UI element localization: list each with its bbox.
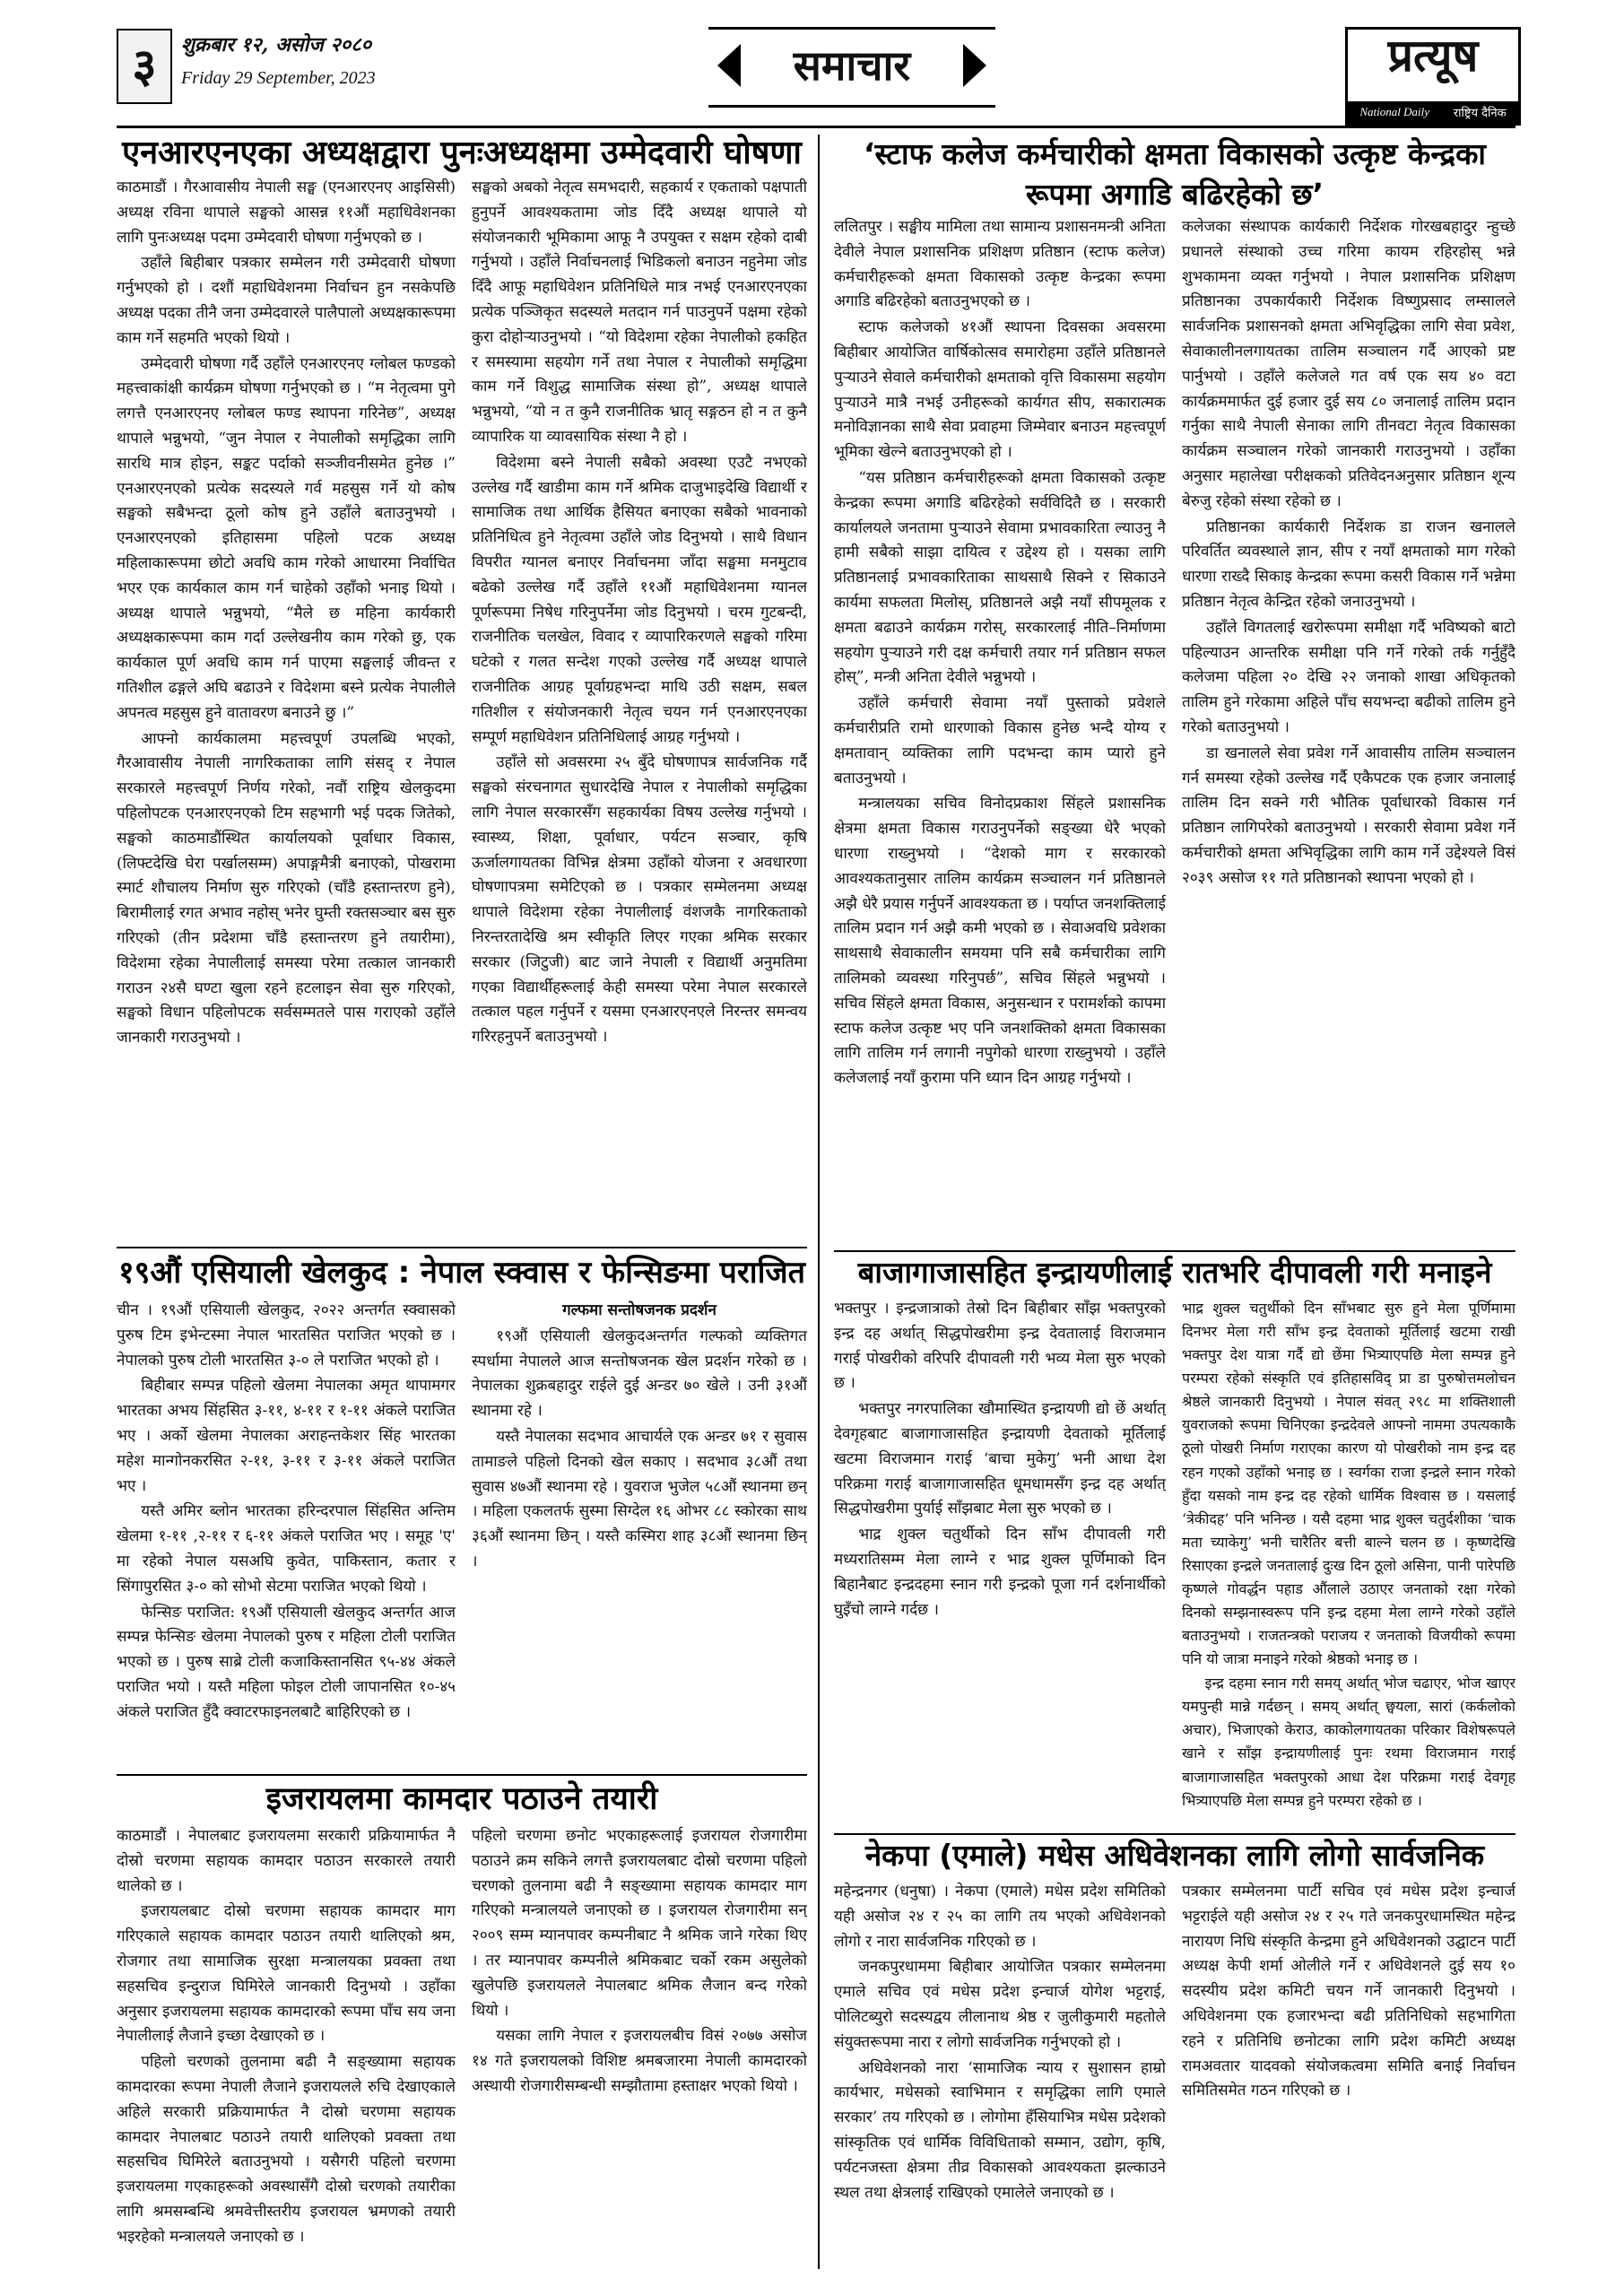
brand-tag-en: National Daily bbox=[1359, 105, 1430, 118]
body-uml-logo-col1 bbox=[834, 1880, 1166, 2267]
body-uml-logo-col2 bbox=[1182, 1880, 1515, 2267]
paragraph: आफ्नो कार्यकालमा महत्त्वपूर्ण उपलब्धि भएको, गैरआवासीय नेपाली नागरिकताका लागि संसद् र नेपाल सरकारले महत्त्वपूर्ण निर्णय गरेको, नवौं राष्ट्रिय खेलकुदमा पहिलोपटक एनआरएनएको टिम सहभागी भई पदक जितेको, सङ्घको काठमाडौंस्थित कार्यालयको पूर्वाधार विकास, (लिफ्टदेखि घेरा पर्खालसम्म) अपाङ्गमैत्री बनाएको, पोखरामा स्मार्ट शौचालय निर्माण सुरु गरिएको (चाँडै हस्तान्तरण हुने), बिरामीलाई रगत अभाव नहोस् भनेर घुम्ती रक्तसञ्चार बस सुरु गरिएको (तीन प्रदेशमा चाँडै हस्तान्तरण हुने तयारीमा), विदेशमा रहेका नेपालीलाई समस्या परेमा तत्काल जानकारी गराउन २४सै घण्टा खुला रहने हटलाइन सेवा सुरु गरिएको, सङ्घको विधान पहिलोपटक सर्वसम्मतले पास गराएको उहाँले जानकारी गराउनुभयो । bbox=[117, 729, 456, 1048]
body-staff-college-col1 bbox=[834, 215, 1166, 1247]
paragraph: उहाँले कर्मचारी सेवामा नयाँ पुस्ताको प्रवेशले कर्मचारीप्रति रामो धारणाको विकास हुनेछ भन्दै योग्य र क्षमतावान् व्यक्तिका लागि पदभन्दा काम प्यारो हुने बताउनुभयो । bbox=[834, 694, 1166, 787]
body-indrayani-col2 bbox=[1182, 1297, 1515, 1830]
body-nrn-col2 bbox=[472, 176, 807, 1238]
paragraph: भक्तपुर नगरपालिका खौमास्थित इन्द्रायणी द्यो छें अर्थात् देवगृहबाट बाजागाजासहित इन्द्रायणी देवताको मूर्तिलाई खटमा विराजमान गराई ‘बाचा मुकेगु’ भनी आधा देश परिक्रमा गराई बाजागाजासहित धूमधामसँग इन्द्र दह अर्थात् सिद्धपोखरीमा पुर्याई साँझबाट मेला सुरु भएको छ । bbox=[834, 1400, 1166, 1518]
divider bbox=[117, 1774, 807, 1776]
masthead-rule bbox=[117, 126, 1515, 128]
paragraph: कलेजका संस्थापक कार्यकारी निर्देशक गोरखबहादुर न्हुच्छे प्रधानले संस्थाको उच्च गरिमा कायम रहिरहोस् भन्ने शुभकामना व्यक्त गर्नुभयो । नेपाल प्रशासनिक प्रशिक्षण प्रतिष्ठानका उपकार्यकारी निर्देशक विष्णुप्रसाद लम्सालले सार्वजनिक प्रशासनको क्षमता अभिवृद्धिका लागि सेवा प्रवेश, सेवाकालीनलगायतका तालिम सञ्चालन गर्दै आएको प्रष्ट पार्नुभयो । उहाँले कलेजले गत वर्ष एक सय ४० वटा कार्यक्रममार्फत दुई हजार दुई सय ८० जनालाई तालिम प्रदान गर्नुका साथै नेपाली सेनाका लागि तीनवटा नेतृत्व विकासका कार्यक्रम सञ्चालन गरेको जानकारी गराउनुभयो । उहाँका अनुसार महालेखा परीक्षकको प्रतिवेदनअनुसार प्रतिष्ठान शून्य बेरुजु रहेको संस्था रहेको छ । bbox=[1182, 218, 1515, 510]
date-nepali: शुक्रबार १२, असोज २०८० bbox=[181, 33, 372, 57]
headline-indrayani: बाजागाजासहित इन्द्रायणीलाई रातभरि दीपावली गरी मनाइने bbox=[857, 1255, 1492, 1290]
headline-staff-college: ‘स्टाफ कलेज कर्मचारीको क्षमता विकासको उत्कृष्ट केन्द्रका रूपमा अगाडि बढिरहेको छ’ bbox=[864, 136, 1486, 212]
page-number: ३ bbox=[132, 39, 157, 93]
brand-logo bbox=[1345, 27, 1521, 126]
body-asian-games-col2 bbox=[472, 1299, 807, 1767]
paragraph: पत्रकार सम्मेलनमा पार्टी सचिव एवं मधेस प्रदेश इन्चार्ज भट्टराईले यही असोज २४ र २५ गते जनकपुरधामस्थित महेन्द्र नारायण निधि संस्कृति केन्द्रमा हुने अधिवेशनको उद्घाटन पार्टी अध्यक्ष केपी शर्मा ओलीले गर्ने र अधिवेशनले दुई सय १० सदस्यीय प्रदेश कमिटी चयन गर्ने जानकारी दिनुभयो । अधिवेशनमा एक हजारभन्दा बढी प्रतिनिधिको सहभागिता रहने र प्रतिनिधि छनोटका लागि प्रदेश कमिटी अध्यक्ष रामअवतार यादवको संयोजकत्वमा समिति बनाई निर्वाचन समितिसमेत गठन गरिएको छ । bbox=[1182, 1883, 1515, 2100]
column-divider bbox=[818, 135, 820, 2269]
body-israel-col1 bbox=[117, 1824, 456, 2267]
paragraph: इन्द्र दहमा स्नान गरी समय् अर्थात् भोज चढाएर, भोज खाएर यमपुन्ही मान्ने गर्दछन् । समय् अर्थात् छ्वयला, सारां (कर्कलोको अचार), भिजाएको केराउ, काकोलगायतका परिकार विशेषरूपले खाने र साँझ इन्द्रायणीलाई पुनः रथमा विराजमान गराई बाजागाजासहित भक्तपुरको आधा देश परिक्रमा गराई देवगृह भित्र्याएपछि मेला सम्पन्न हुने परम्परा रहेको छ । bbox=[1182, 1674, 1515, 1809]
page-number-box bbox=[117, 29, 172, 104]
paragraph: काठमाडौं । नेपालबाट इजरायलमा सरकारी प्रक्रियामार्फत नै दोस्रो चरणमा सहायक कामदार पठाउन सरकारले तयारी थालेको छ । bbox=[117, 1827, 456, 1895]
paragraph: यस्तै अमिर ब्लोन भारतका हरिन्दरपाल सिंहसित अन्तिम खेलमा १-११ ,२-११ र ६-११ अंकले पराजित भए । समूह 'ए' मा रहेको नेपाल यसअघि कुवेत, पाकिस्तान, कतार र सिंगापुरसित ३-० को सोभो सेटमा पराजित भएको थियो । bbox=[117, 1502, 456, 1596]
paragraph: बिहीबार सम्पन्न पहिलो खेलमा नेपालका अमृत थापामगर भारतका अभय सिंहसित ३-११, ४-११ र १-११ अंकले पराजित भए । अर्को खेलमा नेपालका अराहन्तकेशर सिंह भारतका महेश मान्गोनकरसित २-११, ३-११ र ३-११ अंकले पराजित भए । bbox=[117, 1377, 456, 1495]
paragraph: यस्तै नेपालका सदभाव आचार्यले एक अन्डर ७१ र सुवास तामाङले पहिलो दिनको खेल सकाए । सदभाव ३८औं तथा सुवास ४७औं स्थानमा रहे । युवराज भुजेल ५८औं स्थानमा छन् । महिला एकलतर्फ सुस्मा सिग्देल १६ ओभर ८८ स्कोरका साथ ३६औं स्थानमा छिन् । यस्तै कस्मिरा शाह ३८औं स्थानमा छिन् । bbox=[472, 1427, 807, 1570]
paragraph: जनकपुरधाममा बिहीबार आयोजित पत्रकार सम्मेलनमा एमाले सचिव एवं मधेस प्रदेश इन्चार्ज योगेश भट्टराई, पोलिटब्युरो सदस्यद्वय लीलानाथ श्रेष्ठ र जुलीकुमारी महतोले संयुक्तरूपमा नारा र लोगो सार्वजनिक गर्नुभएको हो । bbox=[834, 1958, 1166, 2051]
paragraph: महेन्द्रनगर (धनुषा) । नेकपा (एमाले) मधेस प्रदेश समितिको यही असोज २४ र २५ का लागि तय भएको अधिवेशनको लोगो र नारा सार्वजनिक गरिएको छ । bbox=[834, 1883, 1166, 1951]
paragraph: काठमाडौं । गैरआवासीय नेपाली सङ्घ (एनआरएनए आइसिसी) अध्यक्ष रविना थापाले सङ्घको आसन्न ११औं महाधिवेशनका लागि पुनःअध्यक्ष पदमा उम्मेदवारी घोषणा गर्नुभएको छ । bbox=[117, 178, 456, 247]
body-indrayani-col1 bbox=[834, 1297, 1166, 1830]
divider bbox=[117, 1247, 807, 1248]
brand-name: प्रत्यूष bbox=[1387, 30, 1479, 82]
paragraph: भक्तपुर । इन्द्रजात्राको तेस्रो दिन बिहीबार साँझ भक्तपुरको इन्द्र दह अर्थात् सिद्धपोखरीमा इन्द्र देवतालाई विराजमान गराई पोखरीको वरिपरि दीपावली गरी भव्य मेला सुरु भएको छ । bbox=[834, 1300, 1166, 1393]
paragraph: भाद्र शुक्ल चतुर्थीको दिन साँभ दीपावली गरी मध्यरातिसम्म मेला लाग्ने र भाद्र शुक्ल पूर्णिमाको दिन बिहानैबाट इन्द्रदहमा स्नान गरी इन्द्रको पूजा गर्न दर्शनार्थीको घुइँचो लाग्ने गर्दछ । bbox=[834, 1526, 1166, 1619]
paragraph: उहाँले सो अवसरमा २५ बुँदे घोषणापत्र सार्वजनिक गर्दै सङ्घको संरचनागत सुधारदेखि नेपाल र नेपालीको समृद्धिका लागि नेपाल सरकारसँग सहकार्यका विषय उल्लेख गर्नुभयो । स्वास्थ्य, शिक्षा, पूर्वाधार, पर्यटन सञ्चार, कृषि ऊर्जालगायतका विभिन्न क्षेत्रमा उहाँको योजना र अवधारणा घोषणापत्रमा समेटिएको छ । पत्रकार सम्मेलनमा अध्यक्ष थापाले विदेशमा रहेका नेपालीलाई वंशजकै नागरिकताको निरन्तरतादेखि श्रम स्वीकृति लिएर गएका श्रमिक सरकार सरकार (जिटुजी) बाट जाने नेपाली र विद्यार्थी अनुमतिमा गएका विद्यार्थीहरूलाई केही समस्या परेमा नेपाल सरकारले तत्काल पहल गर्नुपर्ने र यसमा एनआरएनएले निरन्तर समन्वय गरिरहनुपर्ने बताउनुभयो । bbox=[472, 753, 807, 1047]
divider bbox=[834, 1250, 1515, 1252]
paragraph: उम्मेदवारी घोषणा गर्दै उहाँले एनआरएनए ग्लोबल फण्डको महत्त्वाकांक्षी कार्यक्रम घोषणा गर्नुभएको छ । “म नेतृत्वमा पुगे लगत्तै एनआरएनए ग्लोबल फण्ड स्थापना गरिनेछ”, अध्यक्ष थापाले भन्नुभयो, “जुन नेपाल र नेपालीको समृद्धिका लागि सारथि मात्र होइन, सङ्कट पर्दाको सञ्जीवनीसमेत हुनेछ ।” एनआरएनएको प्रत्येक सदस्यले गर्व महसुस गर्ने यो कोष सङ्घको सबैभन्दा ठूलो कोष हुने उहाँले बताउनुभयो । एनआरएनएको इतिहासमा पहिलो पटक अध्यक्ष महिलाकारूपमा छोटो अवधि काम गरेको आधारमा निर्वाचित भएर एक कार्यकाल काम गर्न चाहेको उहाँको भनाइ थियो । अध्यक्ष थापाले भन्नुभयो, “मैले छ महिना कार्यकारी अध्यक्षकारूपमा काम गर्दा उल्लेखनीय काम गरेको छु, एक कार्यकाल पूर्ण अवधि काम गर्न पाएमा सङ्घलाई जीवन्त र गतिशील ढङ्गले अघि बढाउने र विदेशमा बस्ने प्रत्येक नेपालीले अपनत्व महसुस हुने वातावरण बनाउने छु ।” bbox=[117, 354, 456, 722]
body-israel-col2 bbox=[472, 1824, 807, 2267]
right-arrow-icon bbox=[963, 44, 986, 87]
headline-israel: इजरायलमा कामदार पठाउने तयारी bbox=[265, 1781, 658, 1817]
paragraph: सङ्घको अबको नेतृत्व समभदारी, सहकार्य र एकताको पक्षपाती हुनुपर्ने आवश्यकतामा जोड दिँदै अध्यक्ष थापाले यो संयोजनकारी भूमिकामा आफू नै उपयुक्त र सक्षम रहेको दाबी गर्नुभयो । उहाँले निर्वाचनलाई भिडिकलो बनाउन नहुनेमा जोड दिँदै आफू महाधिवेशन प्रतिनिधिले मात्र नभई एनआरएनएका प्रत्येक पञ्जिकृत सदस्यले मतदान गर्न पाउनुपर्ने पक्षमा रहेको कुरा दोहोऱ्याउनुभयो । “यो विदेशमा रहेका नेपालीको हकहित र समस्यामा सहयोग गर्ने तथा नेपाल र नेपालीको समृद्धिमा काम गर्ने विशुद्ध सामाजिक संस्था हो”, अध्यक्ष थापाले भन्नुभयो, “यो न त कुनै राजनीतिक भ्रातृ सङ्गठन हो न त कुनै व्यापारिक या व्यावसायिक संस्था नै हो । bbox=[472, 178, 807, 446]
date-english: Friday 29 September, 2023 bbox=[181, 68, 376, 88]
section-label-box bbox=[708, 27, 995, 108]
paragraph: भाद्र शुक्ल चतुर्थीको दिन साँभबाट सुरु हुने मेला पूर्णिमामा दिनभर मेला गरी साँभ इन्द्र देवताको मूर्तिलाई खटमा राखी भक्तपुर देश यात्रा गर्दै द्यो छेंमा भित्र्याएपछि मेला सम्पन्न हुने परम्परा रहेको संस्कृति एवं इतिहासविद् प्रा डा पुरुषोत्तमलोचन श्रेष्ठले जानकारी दिनुभयो । नेपाल संवत् २९८ मा शक्तिशाली युवराजको रूपमा चिनिएका इन्द्रदेवले आफ्नो नाममा उपत्यकाकै ठूलो पोखरी निर्माण गराएका कारण यो पोखरीको नाम इन्द्र दह रहन गएको उहाँको भनाइ छ । स्वर्गका राजा इन्द्रले स्नान गरेको हुँदा यसको नाम इन्द्र दह रहेको धार्मिक विश्वास छ । यसलाई ‘त्रेकीदह’ पनि भनिन्छ । यसै दहमा भाद्र शुक्ल चतुर्दशीका ‘चाक मता च्याकेगु’ भनी चारैतिर बत्ती बाल्ने चलन छ । कृष्णदेखि रिसाएका इन्द्रले जनतालाई दुःख दिन ठूलो असिना, पानी पारेपछि कृष्णले गोवर्द्धन पहाड औंलाले उठाएर जनताको रक्षा गरेको दिनको सम्झनास्वरूप पनि इन्द्र दहमा मेला लाग्ने गरेको उहाँले बताउनुभयो । राजतन्त्रको पराजय र जनताको विजयीको रूपमा पनि यो जात्रा मनाइने गरेको श्रेष्ठको भनाइ छ । bbox=[1182, 1300, 1515, 1668]
paragraph: इजरायलबाट दोस्रो चरणमा सहायक कामदार माग गरिएकाले सहायक कामदार पठाउन तयारी थालिएको श्रम, रोजगार तथा सामाजिक सुरक्षा मन्त्रालयका प्रवक्ता तथा सहसचिव इन्दुराज घिमिरेले जानकारी दिनुभयो । उहाँका अनुसार इजरायलमा सहायक कामदारको रूपमा पाँच सय जना नेपालीलाई लैजाने इच्छा देखाएको छ । bbox=[117, 1902, 456, 2046]
subheading-golf: गल्फमा सन्तोषजनक प्रदर्शन bbox=[562, 1301, 716, 1319]
headline-nrn: एनआरएनएका अध्यक्षद्वारा पुनःअध्यक्षमा उम्मेदवारी घोषणा bbox=[122, 135, 802, 171]
brand-tagline-bar bbox=[1348, 101, 1518, 123]
body-staff-college-col2 bbox=[1182, 215, 1515, 1247]
paragraph: विदेशमा बस्ने नेपाली सबैको अवस्था एउटै नभएको उल्लेख गर्दै खाडीमा काम गर्ने श्रमिक दाजुभाइदेखि विद्यार्थी र सामाजिक तथा आर्थिक हैसियत बनाएका सबैको भावनाको प्रतिनिधित्व हुने नेतृत्वमा उहाँले जोड दिनुभयो । साथै विधान विपरीत ग्यानल बनाएर निर्वाचनमा जाँदा सङ्घमा मनमुटाव बढेको उल्लेख गर्दै उहाँले ११औं महाधिवेशनमा ग्यानल पूर्णरूपमा निषेध गरिनुपर्नेमा जोड दिनुभयो । चरम गुटबन्दी, राजनीतिक चलखेल, विवाद र व्यापारिकरणले सङ्घको गरिमा घटेको र गलत सन्देश गएको उल्लेख गर्दै अध्यक्ष थापाले राजनीतिक आग्रह पूर्वाग्रहभन्दा माथि उठी सक्षम, सबल गतिशील र संयोजनकारी नेतृत्व चयन गर्न एनआरएनएका सम्पूर्ण महाधिवेशन प्रतिनिधिलाई आग्रह गर्नुभयो । bbox=[472, 453, 807, 746]
paragraph: पहिलो चरणको तुलनामा बढी नै सङ्ख्यामा सहायक कामदारका रूपमा नेपाली लैजाने इजरायलले रुचि देखाएकाले अहिले सरकारी प्रक्रियामार्फत नै दोस्रो चरणमा सहायक कामदार नेपालबाट पठाउने तयारी थालिएको प्रवक्ता तथा सहसचिव घिमिरेले बताउनुभयो । यसैगरी पहिलो चरणमा इजरायलमा गएकाहरूको अवस्थासँगै दोस्रो चरणको तयारीका लागि श्रमसम्बन्धि श्रमवेत्तीस्तरीय इजरायल भ्रमणको तयारी भइरहेको मन्त्रालयले जनाएको छ । bbox=[117, 2053, 456, 2246]
paragraph: स्टाफ कलेजको ४१औं स्थापना दिवसका अवसरमा बिहीबार आयोजित वार्षिकोत्सव समारोहमा उहाँले प्रतिष्ठानले पुऱ्याउने सेवाले कर्मचारीको क्षमताको वृत्ति विकासमा सहयोग पुऱ्याउने मात्रै नभई उनीहरूको कार्यगत सीप, सकारात्मक मनोविज्ञानका साथै सेवा प्रवाहमा जिम्मेवार बनाउन महत्त्वपूर्ण भूमिका खेल्ने बताउनुभएको हो । bbox=[834, 318, 1166, 462]
brand-tag-np: राष्ट्रिय दैनिक bbox=[1453, 107, 1507, 120]
paragraph: पहिलो चरणमा छनोट भएकाहरूलाई इजरायल रोजगारीमा पठाउने क्रम सकिने लगत्तै इजरायलबाट दोस्रो चरणमा पहिलो चरणको तुलनामा बढी नै सङ्ख्यामा सहायक कामदार माग गरिएको मन्त्रालयले जनाएको छ । इजरायल रोजगारीमा सन् २००९ सम्म म्यानपावर कम्पनीबाट नै श्रमिक जाने गरेका थिए । तर म्यानपावर कम्पनीले श्रमिकबाट चर्को रकम असुलेको खुलेपछि इजरायलले नेपालबाट श्रमिक लैजान बन्द गरेको थियो । bbox=[472, 1827, 807, 2020]
headline-asian-games: १९औं एसियाली खेलकुद : नेपाल स्क्वास र फेन्सिङमा पराजित bbox=[118, 1255, 805, 1291]
headline-uml-logo: नेकपा (एमाले) मधेस अधिवेशनका लागि लोगो सार्वजनिक bbox=[864, 1838, 1485, 1873]
paragraph: ललितपुर । सङ्घीय मामिला तथा सामान्य प्रशासनमन्त्री अनिता देवीले नेपाल प्रशासनिक प्रशिक्षण प्रतिष्ठान (स्टाफ कलेज) कर्मचारीहरूको क्षमता विकासको उत्कृष्ट केन्द्रका रूपमा अगाडि बढिरहेको बताउनुभएको छ । bbox=[834, 218, 1166, 311]
paragraph: प्रतिष्ठानका कार्यकारी निर्देशक डा राजन खनालले परिवर्तित व्यवस्थाले ज्ञान, सीप र नयाँ क्षमताको माग गरेको धारणा राख्दै सिकाइ केन्द्रका रूपमा कसरी विकास गर्ने भन्नेमा प्रतिष्ठान नेतृत्व केन्द्रित रहेको जनाउनुभयो । bbox=[1182, 517, 1515, 611]
paragraph: चीन । १९औं एसियाली खेलकुद, २०२२ अन्तर्गत स्क्वासको पुरुष टिम इभेन्टस्मा नेपाल भारतसित पराजित भएको छ । नेपालको पुरुष टोली भारतसित ३-० ले पराजित भएको हो । bbox=[117, 1301, 456, 1370]
paragraph: उहाँले बिहीबार पत्रकार सम्मेलन गरी उम्मेदवारी घोषणा गर्नुभएको हो । दशौं महाधिवेशनमा निर्वाचन हुन नसकेपछि अध्यक्ष पदका तीनै जना उम्मेदवारले पालैपालो अध्यक्षकारूपमा काम गर्ने सहमति भएको थियो । bbox=[117, 254, 456, 347]
paragraph: “यस प्रतिष्ठान कर्मचारीहरूको क्षमता विकासको उत्कृष्ट केन्द्रका रूपमा अगाडि बढिरहेको सर्वविदितै छ । सरकारी कार्यालयले जनतामा पुऱ्याउने सेवामा प्रभावकारिता ल्याउनु नै हामी सबैको साझा दायित्व र उद्देश्य हो । यसका लागि प्रतिष्ठानलाई प्रभावकारिताका साथसाथै सिक्ने र सिकाउने कार्यमा सफलता मिलोस्, प्रतिष्ठानले अझै नयाँ सीपमूलक र क्षमता बढाउने कार्यक्रम गरोस्, सरकारलाई नीति–निर्माणमा सहयोग पुऱ्याउने गरी दक्ष कर्मचारी तयार गर्न प्रतिष्ठान सफल होस्”, मन्त्री अनिता देवीले भन्नुभयो । bbox=[834, 468, 1166, 687]
paragraph: यसका लागि नेपाल र इजरायलबीच विसं २०७७ असोज १४ गते इजरायलको विशिष्ट श्रमबजारमा नेपाली कामदारको अस्थायी रोजगारीसम्बन्धी सम्झौतामा हस्ताक्षर भएको थियो । bbox=[472, 2027, 807, 2095]
masthead bbox=[117, 27, 1515, 124]
body-asian-games-col1 bbox=[117, 1299, 456, 1767]
body-nrn-col1 bbox=[117, 176, 456, 1238]
paragraph: अधिवेशनको नारा ‘सामाजिक न्याय र सुशासन हाम्रो कार्यभार, मधेसको स्वाभिमान र समृद्धिका लागि एमाले सरकार’ तय गरिएको छ । लोगोमा हँसियाभित्र मधेस प्रदेशको सांस्कृतिक एवं धार्मिक विविधिताको सम्मान, उद्योग, कृषि, पर्यटनजस्ता क्षेत्रमा तीव्र विकासको आवश्यकता झल्काउने स्थल तथा क्षेत्रलाई राखिएको एमालेले जनाएको छ । bbox=[834, 2058, 1166, 2202]
paragraph: डा खनालले सेवा प्रवेश गर्ने आवासीय तालिम सञ्चालन गर्न समस्या रहेको उल्लेख गर्दै एकैपटक एक हजार जनालाई तालिम दिन सक्ने गरी भौतिक पूर्वाधारको विकास गर्न प्रतिष्ठान लागिपरेको बताउनुभयो । सरकारी सेवामा प्रवेश गर्ने कर्मचारीको क्षमता अभिवृद्धिका लागि काम गर्ने उद्देश्यले विसं २०३९ असोज ११ गते प्रतिष्ठानको स्थापना भएको हो । bbox=[1182, 744, 1515, 887]
paragraph: उहाँले विगतलाई खरोरूपमा समीक्षा गर्दै भविष्यको बाटो पहिल्याउन आन्तरिक समीक्षा पनि गर्ने गरेको तर्क गर्नुहुँदै कलेजमा पहिला २० देखि २२ जनाको शाखा अधिकृतको तालिम हुने गरेकामा अहिले पाँच सयभन्दा बढीको तालिम हुने गरेको बताउनुभयो । bbox=[1182, 618, 1515, 736]
divider bbox=[834, 1833, 1515, 1835]
paragraph: मन्त्रालयका सचिव विनोदप्रकाश सिंहले प्रशासनिक क्षेत्रमा क्षमता विकास गराउनुपर्नेको सङ्ख्या धेरै भएको धारणा राख्नुभयो । “देशको माग र सरकारको आवश्यकतानुसार तालिम कार्यक्रम सञ्चालन गर्न प्रतिष्ठानले अझै धेरै प्रयास गर्नुपर्ने आवश्यकता छ । पर्याप्त जनशक्तिलाई तालिम प्रदान गर्न अझै कमी भएको छ । सेवाअवधि प्रवेशका साथसाथै सेवाकालीन समयमा पनि सबै कर्मचारीका लागि तालिमको व्यवस्था गरिनुपर्छ”, सचिव सिंहले भन्नुभयो । सचिव सिंहले क्षमता विकास, अनुसन्धान र परामर्शको कापमा स्टाफ कलेज उत्कृष्ट भए पनि जनशक्तिको क्षमता विकासका लागि तालिम गर्न लगानी नपुगेको धारणा राख्नुभयो । उहाँले कलेजलाई नयाँ कुरामा पनि ध्यान दिन आग्रह गर्नुभयो । bbox=[834, 795, 1166, 1088]
paragraph: १९औं एसियाली खेलकुदअन्तर्गत गल्फको व्यक्तिगत स्पर्धामा नेपालले आज सन्तोषजनक खेल प्रदर्शन गरेको छ । नेपालका शुक्रबहादुर राईले दुई अन्डर ७० खेले । उनी ३१औं स्थानमा रहे । bbox=[472, 1326, 807, 1421]
paragraph: फेन्सिङ पराजित: १९औं एसियाली खेलकुद अन्तर्गत आज सम्पन्न फेन्सिङ खेलमा नेपालको पुरुष र महिला टोली पराजित भएको छ । पुरुष साब्रे टोली कजाकिस्तानसित ९५-४४ अंकले पराजित भयो । यस्तै महिला फोइल टोली जापानसित १०-४५ अंकले पराजित हुँदै क्वाटरफाइनलबाटै बाहिरिएको छ । bbox=[117, 1603, 456, 1721]
section-label: समाचार bbox=[793, 41, 911, 90]
